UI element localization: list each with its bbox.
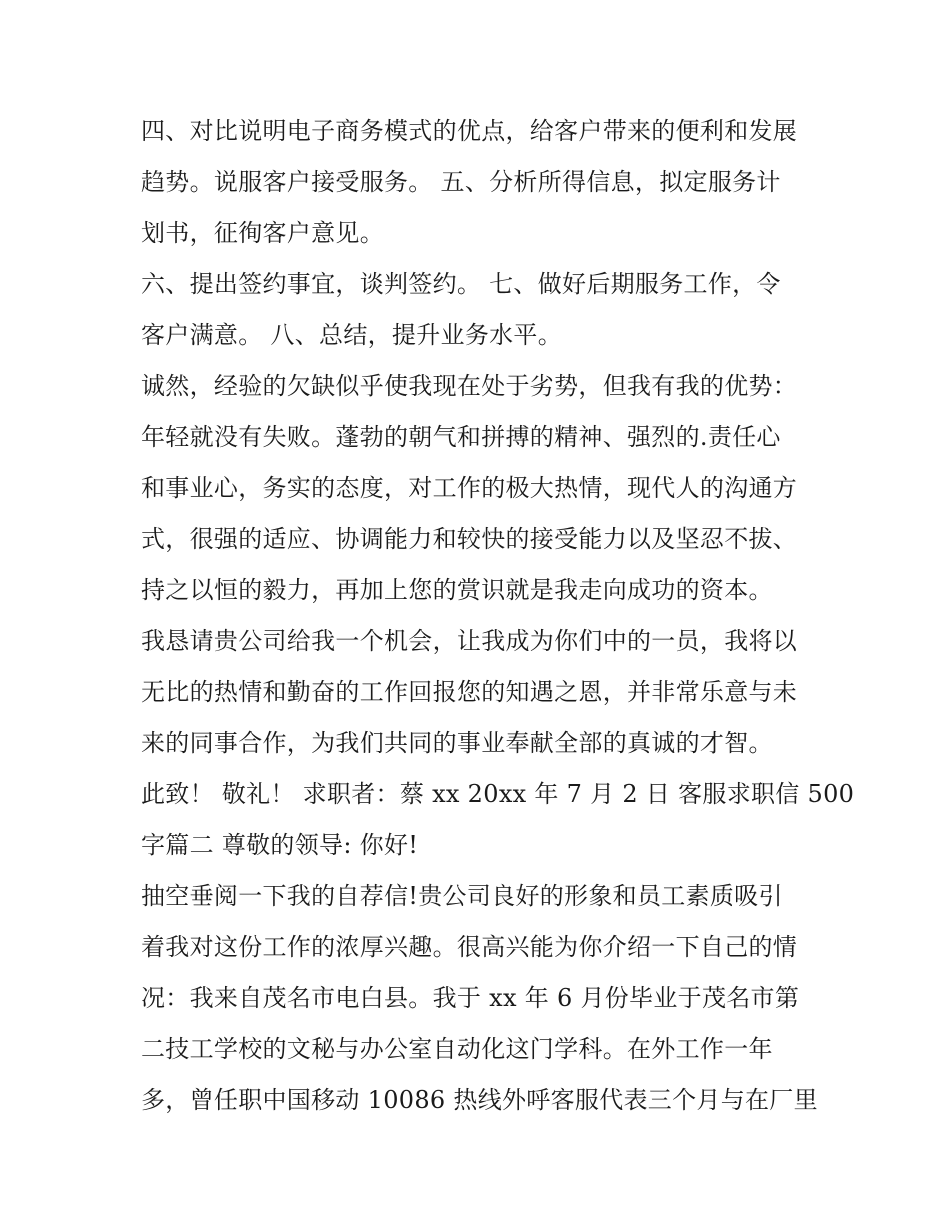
text-line: 四、对比说明电子商务模式的优点，给客户带来的便利和发展 xyxy=(141,117,798,145)
text-line: 况：我来自茂名市电白县。我于 xx 年 6 月份毕业于茂名市第 xyxy=(141,984,800,1012)
text-line: 抽空垂阅一下我的自荐信!贵公司良好的形象和员工素质吸引 xyxy=(141,882,783,910)
text-line: 六、提出签约事宜，谈判签约。 七、做好后期服务工作，令 xyxy=(141,270,781,298)
text-line: 式，很强的适应、协调能力和较快的接受能力以及坚忍不拔、 xyxy=(141,525,798,553)
text-line: 无比的热情和勤奋的工作回报您的知遇之恩，并非常乐意与未 xyxy=(141,678,798,706)
text-line: 字篇二 尊敬的领导: 你好! xyxy=(141,831,419,859)
text-line: 着我对这份工作的浓厚兴趣。很高兴能为你介绍一下自己的情 xyxy=(141,933,798,961)
text-line: 诚然，经验的欠缺似乎使我现在处于劣势，但我有我的优势： xyxy=(141,372,798,400)
text-line: 客户满意。 八、总结，提升业务水平。 xyxy=(141,321,563,349)
text-line: 划书，征徇客户意见。 xyxy=(141,219,384,247)
text-line: 来的同事合作，为我们共同的事业奉献全部的真诚的才智。 xyxy=(141,729,773,757)
text-line: 二技工学校的文秘与办公室自动化这门学科。在外工作一年 xyxy=(141,1035,773,1063)
text-line: 多，曾任职中国移动 10086 热线外呼客服代表三个月与在厂里 xyxy=(141,1086,818,1114)
text-line: 趋势。说服客户接受服务。 五、分析所得信息，拟定服务计 xyxy=(141,168,781,196)
text-line: 和事业心，务实的态度，对工作的极大热情，现代人的沟通方 xyxy=(141,474,798,502)
text-line: 年轻就没有失败。蓬勃的朝气和拼搏的精神、强烈的.责任心 xyxy=(141,423,781,451)
text-line: 持之以恒的毅力，再加上您的赏识就是我走向成功的资本。 xyxy=(141,576,773,604)
body-text xyxy=(141,106,855,1126)
text-line: 此致！ 敬礼！ 求职者：蔡 xx 20xx 年 7 月 2 日 客服求职信 500 xyxy=(141,780,855,808)
text-line: 我恳请贵公司给我一个机会，让我成为你们中的一员，我将以 xyxy=(141,627,798,655)
